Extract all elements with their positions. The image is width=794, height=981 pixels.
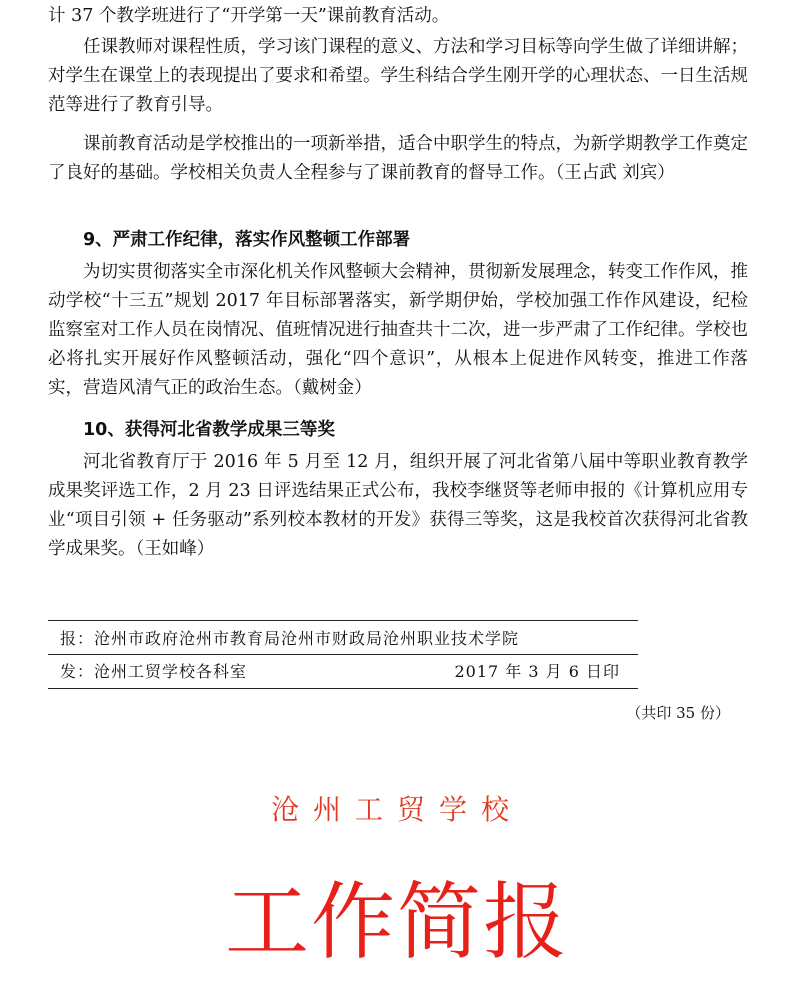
- footer-report-line: [60, 628, 620, 650]
- footer-send-line: [60, 661, 620, 683]
- paragraph-pre-class-activity: 课前教育活动是学校推出的一项新举措，适合中职学生的特点，为新学期教学工作奠定了良好的基础。学校相关负责人全程参与了课前教育的督导工作。（王占武 刘宾）: [48, 134, 748, 183]
- paragraph-teacher-explanation: 任课教师对课程性质，学习该门课程的意义、方法和学习目标等向学生做了详细讲解；对学生在课堂上的表现提出了要求和希望。学生科结合学生刚开学的心理状态、一日生活规范等进行了教育引导。: [48, 37, 748, 115]
- send-recipients: 发：沧州工贸学校各科室: [60, 662, 248, 681]
- print-count: （共印 35 份）: [626, 704, 730, 722]
- paragraph-continuation: 计 37 个教学班进行了“开学第一天”课前教育活动。: [48, 6, 450, 26]
- paragraph-work-discipline: 为切实贯彻落实全市深化机关作风整顿大会精神，贯彻新发展理念，转变工作作风，推动学校“十三五”规划 2017 年目标部署落实，新学期伊始，学校加强工作作风建设，纪检监察室对工作人员在岗情况、值班情况进行抽查共十二次，进一步严肃了工作纪律。学校也必将扎实开展好作风整顿活动，强化“四个意识”，从根本上促进作风转变，推进工作落实，营造风清气正的政治生态。（戴树金）: [48, 262, 748, 398]
- print-date: 2017 年 3 月 6 日印: [454, 662, 620, 681]
- paragraph-teaching-award: 河北省教育厅于 2016 年 5 月至 12 月，组织开展了河北省第八届中等职业教育教学成果奖评选工作，2 月 23 日评选结果正式公布，我校李继贤等老师申报的《计算机应用专业“项目引领 + 任务驱动”系列校本教材的开发》获得三等奖，这是我校首次获得河北省教学成果奖。（王如峰）: [48, 452, 748, 559]
- footer-middle-rule: [48, 654, 638, 655]
- school-name: 沧州工贸学校: [270, 793, 523, 826]
- footer-bottom-rule: [48, 688, 638, 689]
- footer-top-rule: [48, 620, 638, 621]
- section-heading-10: 10、获得河北省教学成果三等奖: [83, 420, 335, 440]
- section-heading-9: 9、严肃工作纪律，落实作风整顿工作部署: [83, 230, 411, 250]
- bulletin-title: 工作简报: [224, 873, 569, 971]
- report-recipients: 报：沧州市政府沧州市教育局沧州市财政局沧州职业技术学院: [60, 629, 520, 648]
